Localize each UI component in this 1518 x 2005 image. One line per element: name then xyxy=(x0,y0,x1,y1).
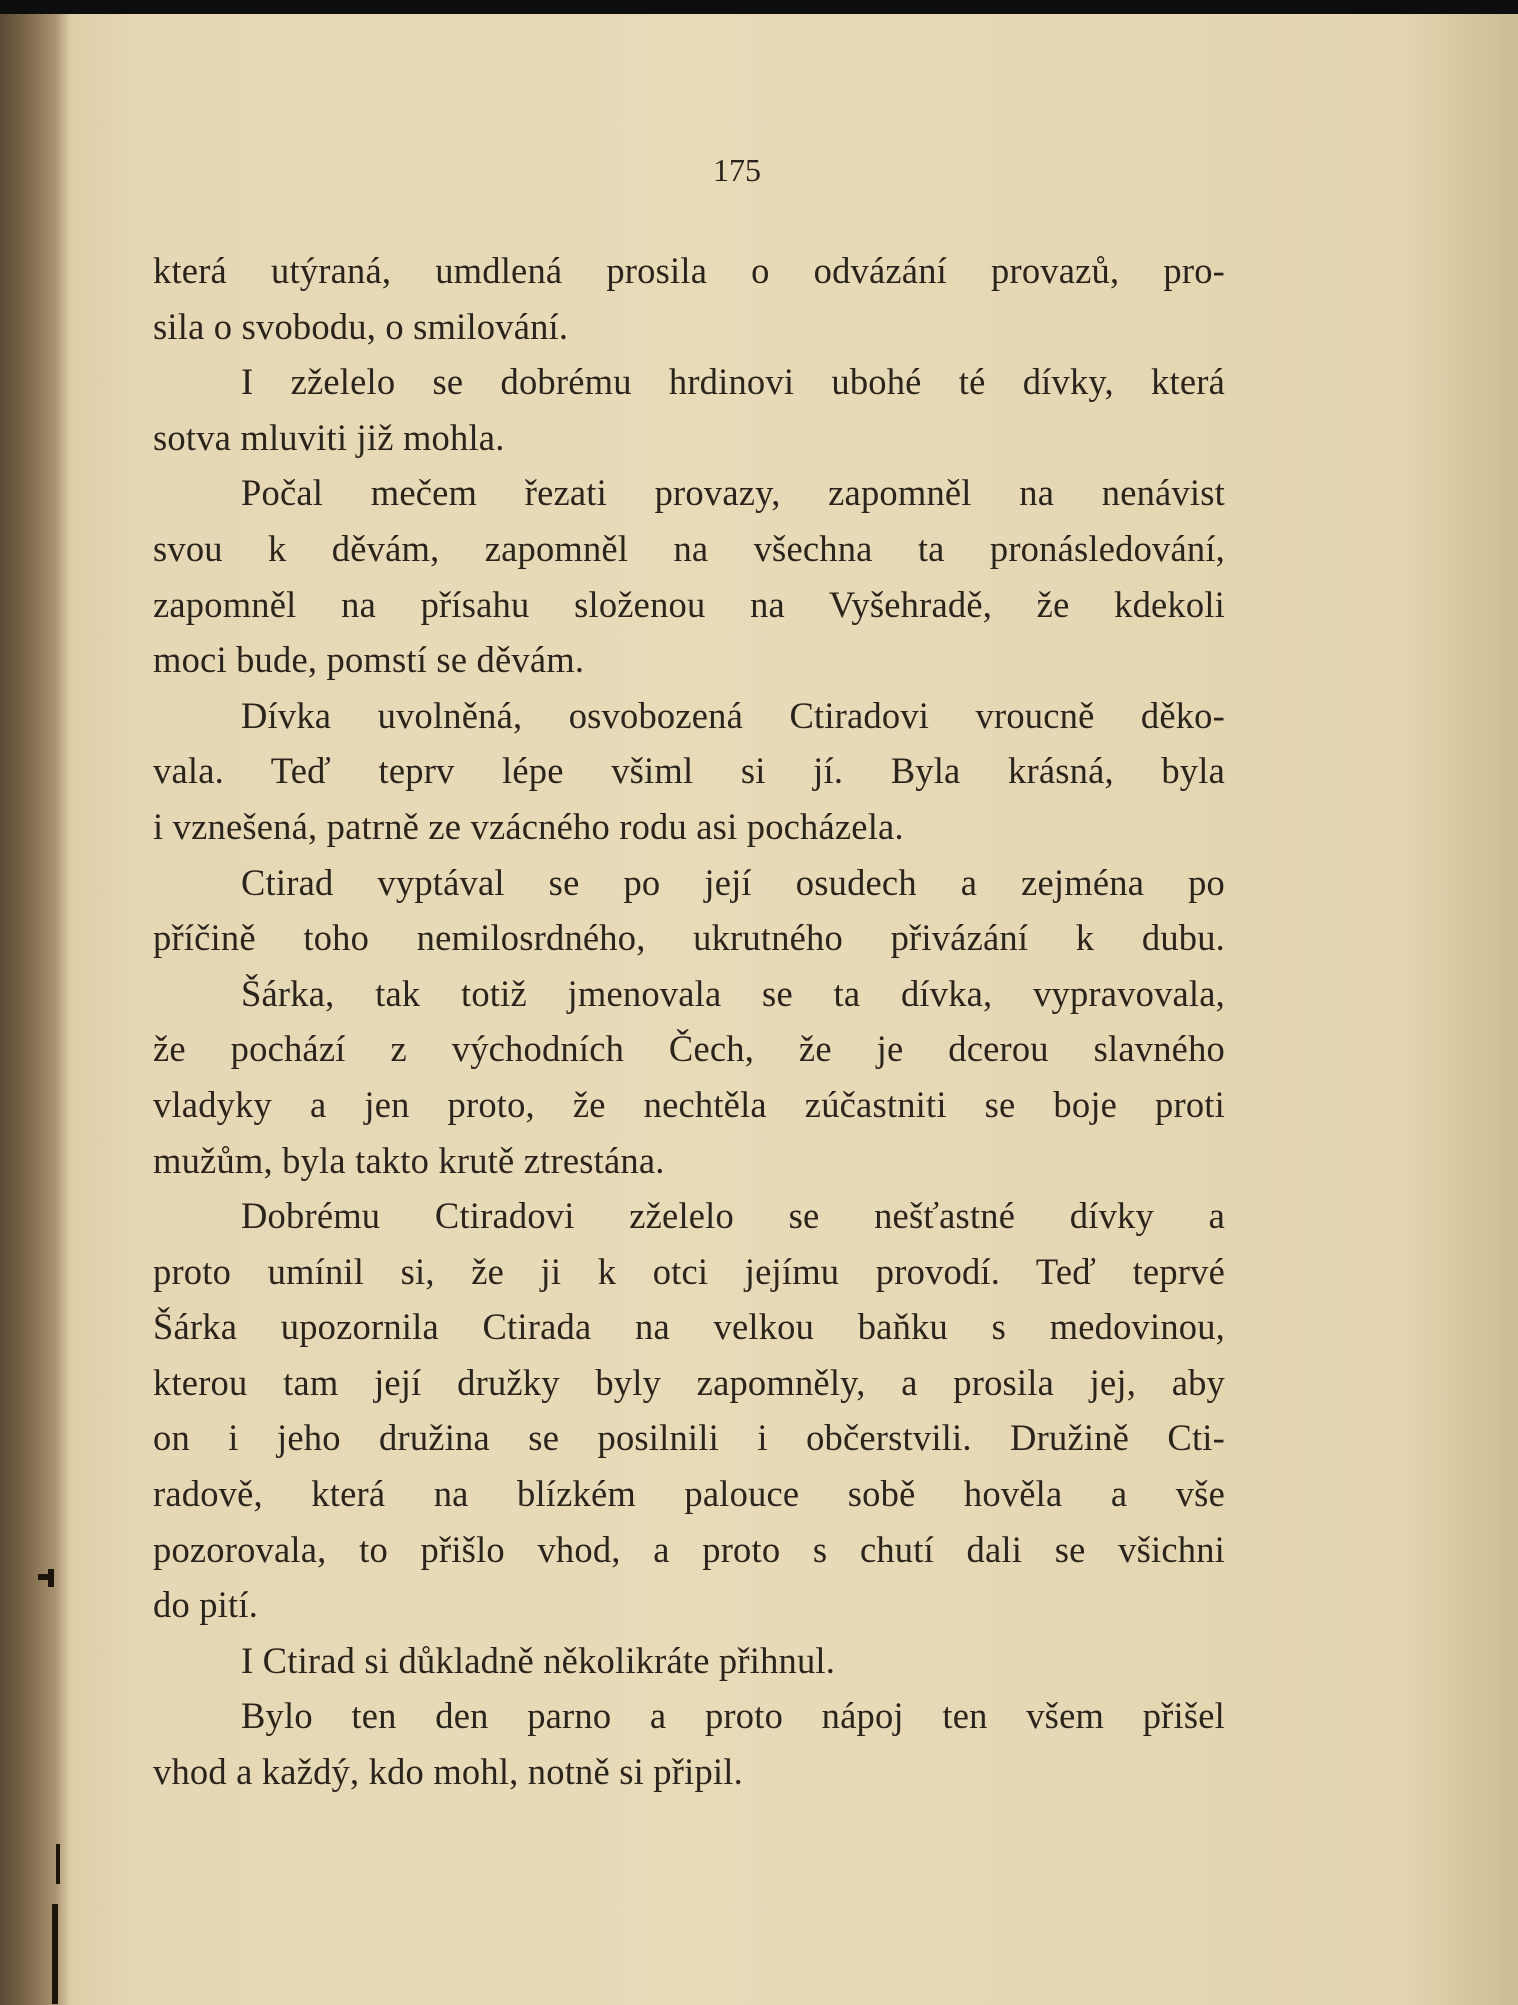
gutter-mark xyxy=(48,1569,54,1587)
text-line: Dívka uvolněná, osvobozená Ctiradovi vroucně děko- xyxy=(241,694,1225,736)
text-line: že pochází z východních Čech, že je dcerou slavného xyxy=(153,1028,1225,1070)
text-line: I zželelo se dobrému hrdinovi ubohé té dívky, která xyxy=(241,361,1225,403)
text-line: Ctirad vyptával se po její osudech a zejména po xyxy=(241,861,1225,903)
text-line: Šárka, tak totiž jmenovala se ta dívka, vypravovala, xyxy=(241,972,1225,1014)
text-line: Bylo ten den parno a proto nápoj ten všem přišel xyxy=(241,1695,1225,1737)
text-line: I Ctirad si důkladně několikráte přihnul. xyxy=(241,1639,836,1681)
text-line: sotva mluviti již mohla. xyxy=(153,416,505,458)
page-number: 175 xyxy=(713,152,761,188)
text-line: do pití. xyxy=(153,1584,259,1626)
gutter-mark xyxy=(56,1844,60,1884)
text-line: vala. Teď teprv lépe všiml si jí. Byla krásná, byla xyxy=(153,750,1225,792)
page-gutter xyxy=(0,14,70,2005)
text-line: příčině toho nemilosrdného, ukrutného přivázání k dubu. xyxy=(153,917,1225,959)
text-line: svou k děvám, zapomněl na všechna ta pronásledování, xyxy=(153,527,1225,569)
scan-top-edge xyxy=(0,0,1518,14)
text-line: i vznešená, patrně ze vzácného rodu asi pocházela. xyxy=(153,805,904,847)
text-line: vladyky a jen proto, že nechtěla zúčastniti se boje proti xyxy=(153,1083,1225,1125)
text-line: mužům, byla takto krutě ztrestána. xyxy=(153,1139,665,1181)
text-line: moci bude, pomstí se děvám. xyxy=(153,639,585,681)
gutter-mark xyxy=(52,1904,58,2004)
text-line: Šárka upozornila Ctirada na velkou baňku s medovinou, xyxy=(153,1306,1225,1348)
text-line: kterou tam její družky byly zapomněly, a prosila jej, aby xyxy=(153,1361,1225,1403)
text-line: pozorovala, to přišlo vhod, a proto s chutí dali se všichni xyxy=(153,1528,1225,1570)
text-line: Počal mečem řezati provazy, zapomněl na nenávist xyxy=(241,472,1225,514)
text-line: proto umínil si, že ji k otci jejímu provodí. Teď teprvé xyxy=(153,1250,1225,1292)
body-text xyxy=(153,243,1225,1800)
text-line: zapomněl na přísahu složenou na Vyšehradě, že kdekoli xyxy=(153,583,1225,625)
text-line: sila o svobodu, o smilování. xyxy=(153,305,569,347)
text-line: Dobrému Ctiradovi zželelo se nešťastné dívky a xyxy=(241,1195,1225,1237)
text-line: vhod a každý, kdo mohl, notně si připil. xyxy=(153,1751,743,1793)
text-line: on i jeho družina se posilnili i občerstvili. Družině Cti- xyxy=(153,1417,1225,1459)
text-line: která utýraná, umdlená prosila o odvázání provazů, pro- xyxy=(153,250,1225,291)
text-line: radově, která na blízkém palouce sobě hověla a vše xyxy=(153,1473,1225,1515)
